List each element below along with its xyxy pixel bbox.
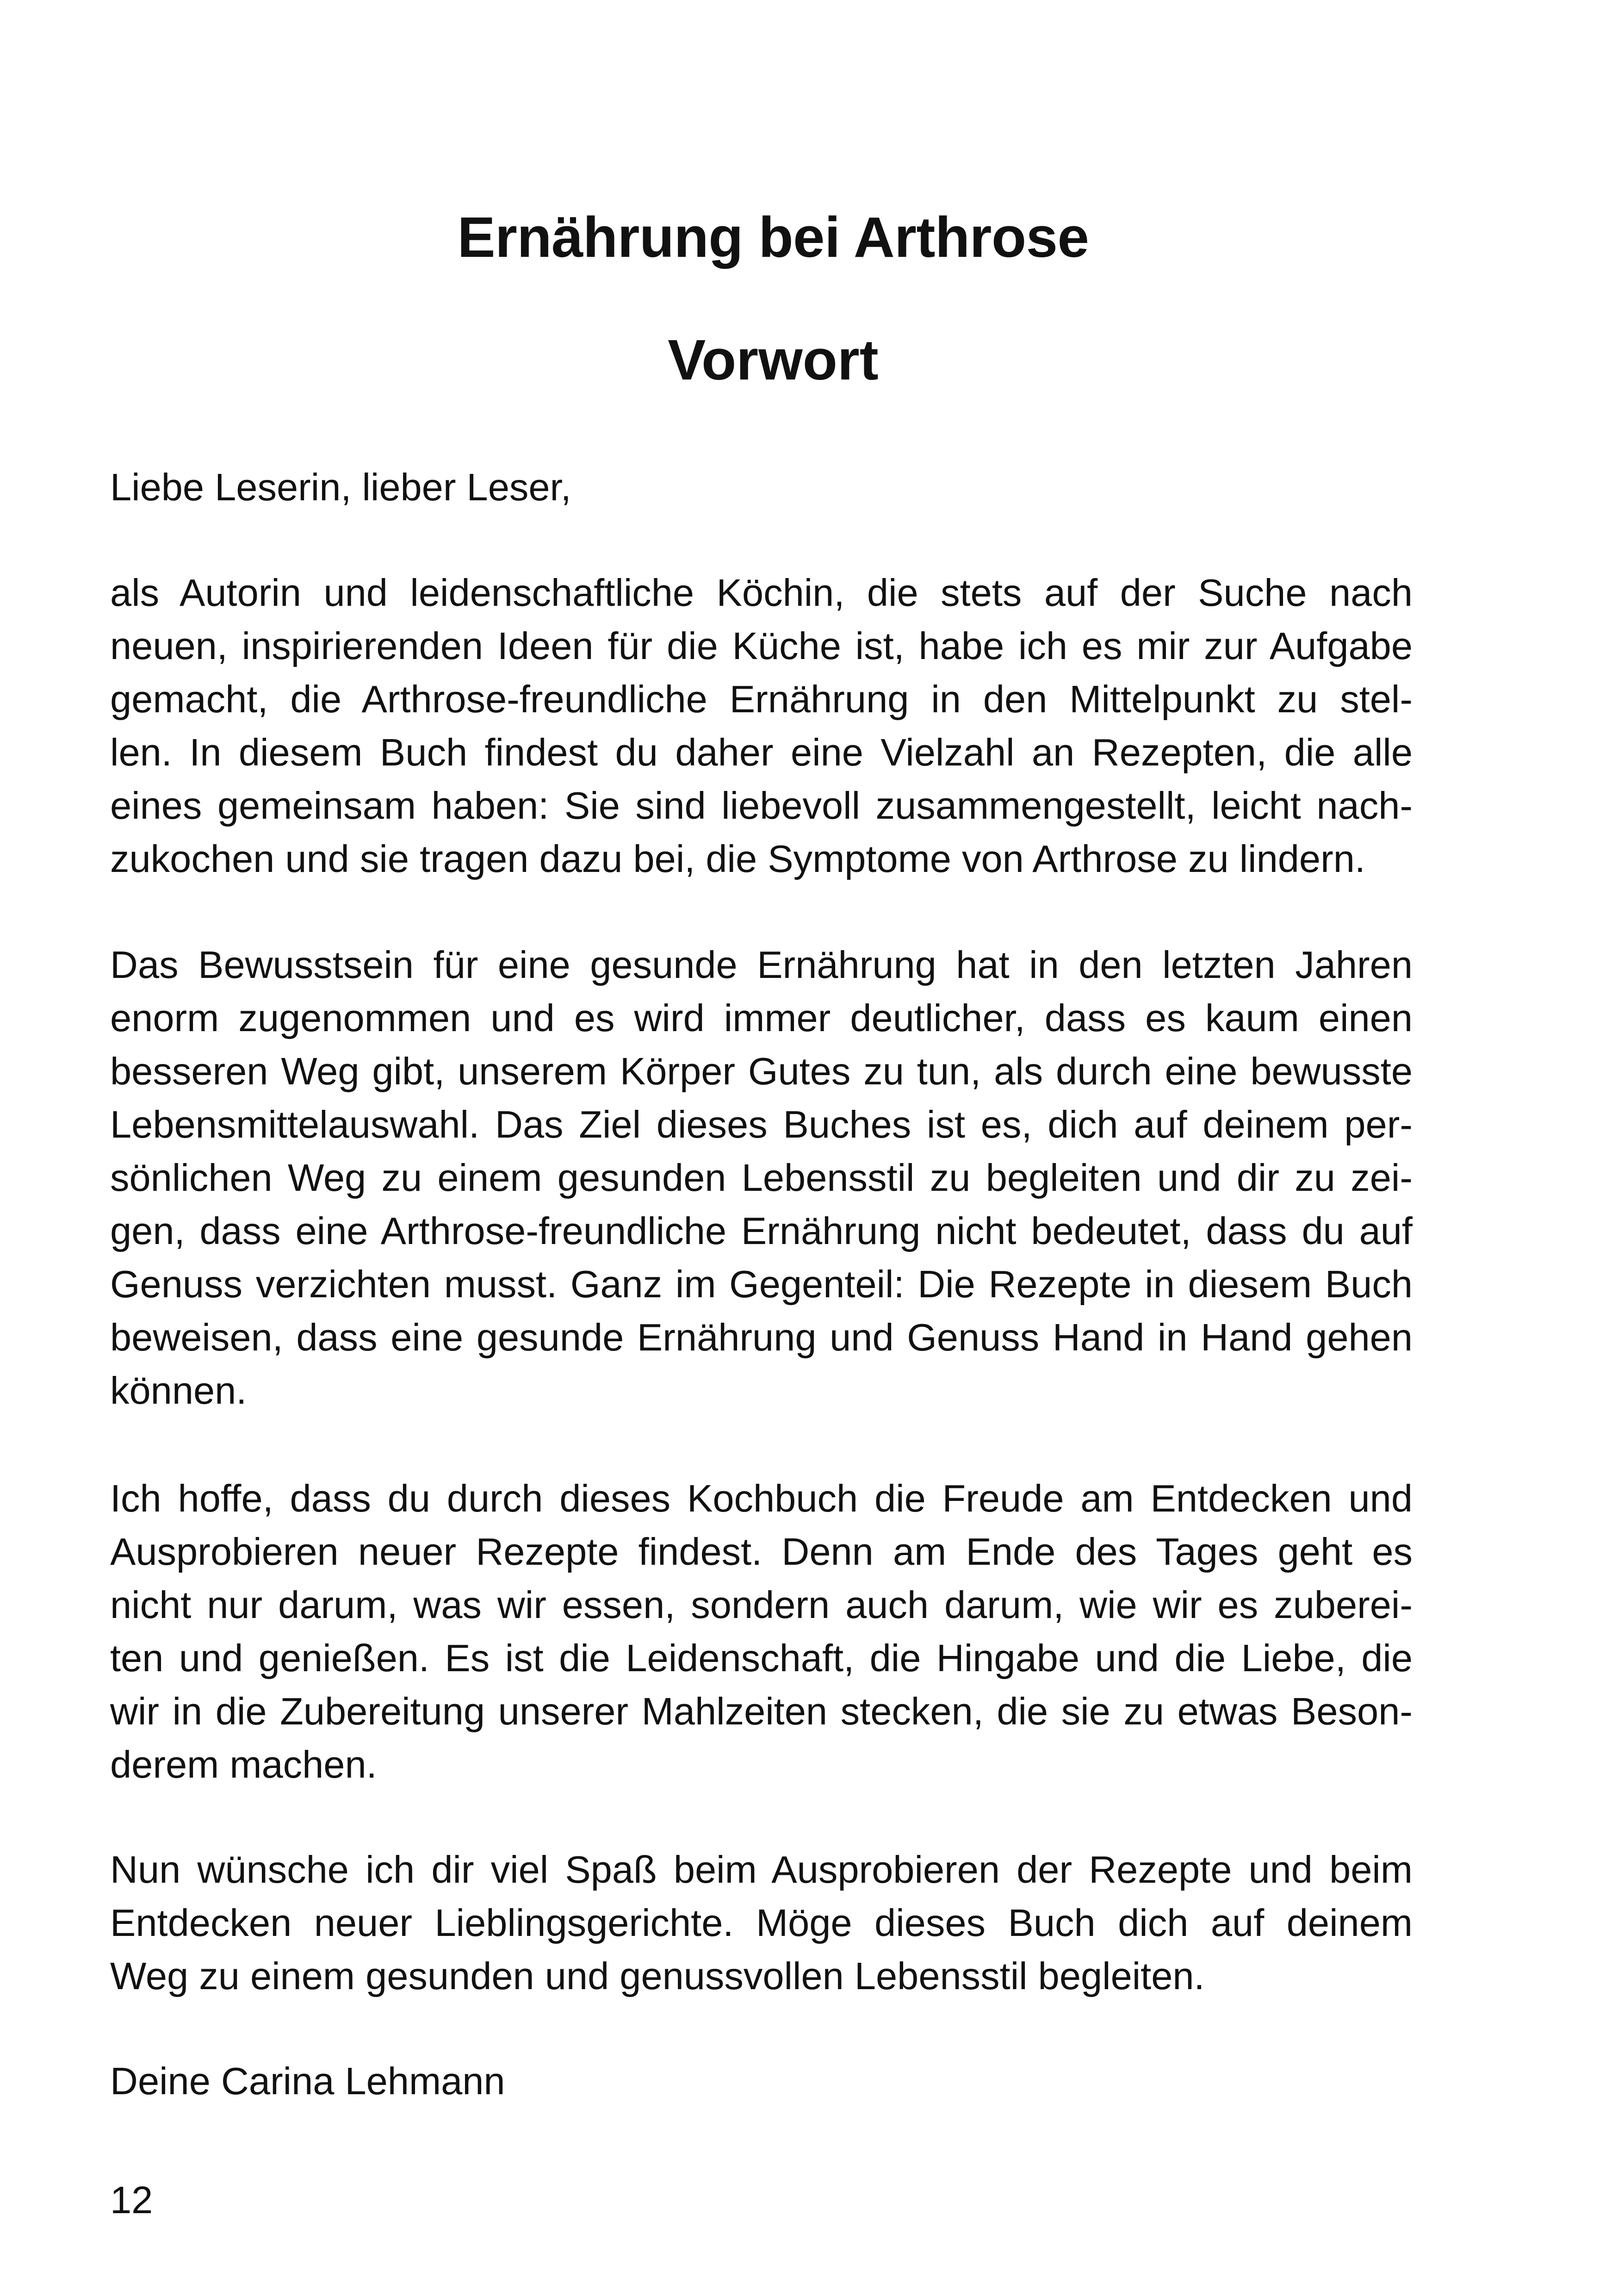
text-line: Ich hoffe, dass du durch dieses Kochbuch die Freude am Entdecken und (110, 1477, 1413, 1520)
page-number: 12 (110, 2178, 153, 2221)
text-line: ten und genießen. Es ist die Leidenschaft, die Hingabe und die Liebe, die (110, 1636, 1413, 1680)
text-line: nicht nur darum, was wir essen, sondern auch darum, wie wir es zuberei- (110, 1583, 1413, 1626)
book-title: Ernährung bei Arthrose (457, 206, 1089, 269)
text-line: wir in die Zubereitung unserer Mahlzeiten stecken, die sie zu etwas Beson- (110, 1690, 1413, 1733)
text-line: können. (110, 1369, 247, 1412)
paragraph-3 (110, 1472, 1413, 1791)
chapter-title: Vorwort (668, 329, 879, 392)
text-line: gemacht, die Arthrose-freundliche Ernährung in den Mittelpunkt zu stel- (110, 678, 1413, 721)
author-signature: Deine Carina Lehmann (110, 2060, 505, 2103)
text-line: Nun wünsche ich dir viel Spaß beim Ausprobieren der Rezepte und beim (110, 1848, 1413, 1891)
text-line: besseren Weg gibt, unserem Körper Gutes zu tun, als durch eine bewusste (110, 1050, 1413, 1093)
text-line: Ausprobieren neuer Rezepte findest. Denn am Ende des Tages geht es (110, 1530, 1413, 1573)
text-line: Entdecken neuer Lieblingsgerichte. Möge dieses Buch dich auf deinem (110, 1901, 1413, 1944)
text-line: derem machen. (110, 1743, 377, 1786)
text-line: beweisen, dass eine gesunde Ernährung und Genuss Hand in Hand gehen (110, 1316, 1413, 1359)
salutation: Liebe Leserin, lieber Leser, (110, 466, 571, 509)
text-line: zukochen und sie tragen dazu bei, die Symptome von Arthrose zu lindern. (110, 837, 1365, 880)
text-line: als Autorin und leidenschaftliche Köchin, die stets auf der Suche nach (110, 571, 1413, 614)
text-line: gen, dass eine Arthrose-freundliche Ernährung nicht bedeutet, dass du auf (110, 1209, 1413, 1252)
text-line: Das Bewusstsein für eine gesunde Ernährung hat in den letzten Jahren (110, 943, 1413, 986)
text-line: neuen, inspirierenden Ideen für die Küche ist, habe ich es mir zur Aufgabe (110, 624, 1413, 667)
text-line: Weg zu einem gesunden und genussvollen Lebensstil begleiten. (110, 1954, 1205, 1997)
text-line: eines gemeinsam haben: Sie sind liebevoll zusammengestellt, leicht nach- (110, 784, 1413, 827)
text-line: enorm zugenommen und es wird immer deutlicher, dass es kaum einen (110, 996, 1413, 1039)
paragraph-2 (110, 938, 1413, 1417)
text-line: Genuss verzichten musst. Ganz im Gegenteil: Die Rezepte in diesem Buch (110, 1263, 1413, 1306)
text-line: len. In diesem Buch findest du daher eine Vielzahl an Rezepten, die alle (110, 731, 1413, 774)
text-line: sönlichen Weg zu einem gesunden Lebensstil zu begleiten und dir zu zei- (110, 1156, 1413, 1199)
paragraph-1 (110, 566, 1413, 885)
text-line: Lebensmittelauswahl. Das Ziel dieses Buches ist es, dich auf deinem per- (110, 1103, 1413, 1146)
paragraph-4 (110, 1843, 1413, 2003)
